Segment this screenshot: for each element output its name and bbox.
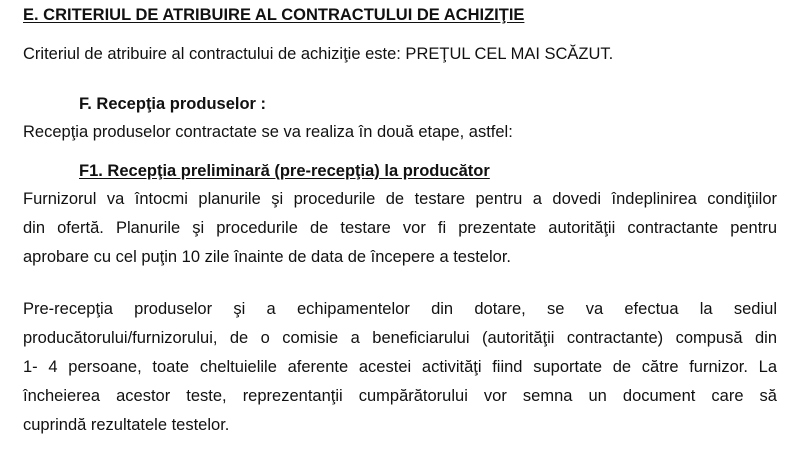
paragraph-line: aprobare cu cel puţin 10 zile înainte de data de începere a testelor. [23,248,511,266]
paragraph-line: din ofertă. Planurile şi procedurile de testare vor fi prezentate autorităţii contractante pentru [23,219,777,237]
paragraph-pre-reception [23,295,777,440]
section-f1-heading: F1. Recepţia preliminară (pre-recepţia) la producător [79,162,490,180]
paragraph-line: cuprindă rezultatele testelor. [23,416,230,434]
section-e-heading: E. CRITERIUL DE ATRIBUIRE AL CONTRACTULUI DE ACHIZIŢIE [23,6,525,24]
paragraph-line: 1- 4 persoane, toate cheltuielile aferente acestei activităţi fiind suportate de către furnizor. La [23,358,777,376]
paragraph-line: Pre-recepţia produselor şi a echipamentelor din dotare, se va efectua la sediul [23,300,777,318]
section-f-heading: F. Recepţia produselor : [79,95,267,113]
paragraph-line: Furnizorul va întocmi planurile şi procedurile de testare pentru a dovedi îndeplinirea condiţiilor [23,190,777,208]
reception-intro-text: Recepţia produselor contractate se va realiza în două etape, astfel: [23,123,513,141]
award-criterion-text: Criteriul de atribuire al contractului de achiziţie este: PREŢUL CEL MAI SCĂZUT. [23,45,614,63]
paragraph-line: încheierea acestor teste, reprezentanţii cumpărătorului vor semna un document care să [23,387,777,405]
paragraph-testing-plans [23,185,777,272]
paragraph-line: producătorului/furnizorului, de o comisie a beneficiarului (autorităţii contractante) compusă din [23,329,777,347]
